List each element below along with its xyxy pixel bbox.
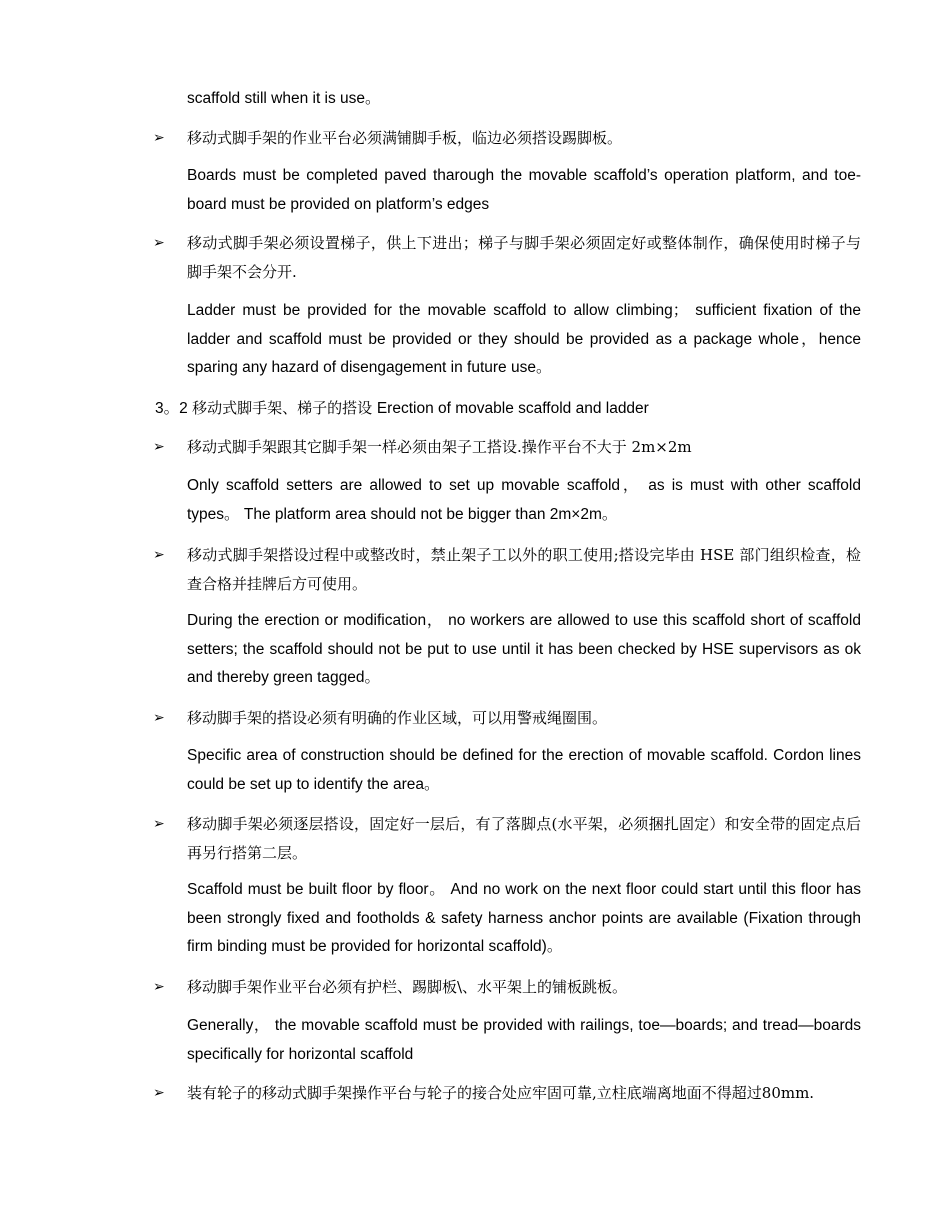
paragraph-zh: 移动式脚手架必须设置梯子，供上下进出；梯子与脚手架必须固定好或整体制作，确保使用时梯子与脚手架不会分开. [187, 234, 861, 281]
paragraph-zh: 移动脚手架必须逐层搭设，固定好一层后，有了落脚点(水平架，必须捆扎固定）和安全带的固定点后再另行搭第二层。 [187, 815, 861, 862]
section-title-en: Erection of movable scaffold and ladder [376, 400, 649, 417]
paragraph-en: Scaffold must be built floor by floor。 And no work on the next floor could start until this floor has been strongly fixed and footholds & safety harness anchor points are available (Fixation through firm binding must be provided for horizontal scaffold)。 [187, 881, 861, 955]
paragraph-zh: 移动脚手架作业平台必须有护栏、踢脚板\、水平架上的铺板跳板。 [187, 978, 628, 996]
section-title-zh: 移动式脚手架、梯子的搭设 [192, 399, 377, 417]
bullet-arrow-icon: ➢ [153, 547, 165, 563]
bullet-arrow-icon: ➢ [153, 235, 165, 251]
bullet-arrow-icon: ➢ [153, 710, 165, 726]
paragraph-en: Boards must be completed paved tharough the movable scaffold’s operation platform, and toe-board must be provided on platform’s edges [187, 167, 861, 213]
paragraph-zh: 移动式脚手架的作业平台必须满铺脚手板，临边必须搭设踢脚板。 [187, 129, 623, 147]
paragraph-en: Ladder must be provided for the movable scaffold to allow climbing； sufficient fixation of the ladder and scaffold must be provided or they should be provided as a package whole，hence sparing any hazard of disengagement in future use。 [187, 302, 861, 376]
bullet-arrow-icon: ➢ [153, 979, 165, 995]
paragraph-en: During the erection or modification， no workers are allowed to use this scaffold short of scaffold setters; the scaffold should not be put to use until it has been checked by HSE supervisors as ok and thereby green tagged。 [187, 612, 861, 686]
paragraph-zh: 移动式脚手架搭设过程中或整改时，禁止架子工以外的职工使用;搭设完毕由 HSE 部门组织检查，检查合格并挂牌后方可使用。 [187, 546, 861, 593]
paragraph-en: Specific area of construction should be defined for the erection of movable scaffold. Cordon lines could be set up to identify the area。 [187, 747, 861, 793]
bullet-arrow-icon: ➢ [153, 1085, 165, 1101]
paragraph-zh: 移动脚手架的搭设必须有明确的作业区域，可以用警戒绳圈围。 [187, 709, 608, 727]
paragraph-en: scaffold still when it is use。 [187, 90, 381, 107]
paragraph-en: Only scaffold setters are allowed to set up movable scaffold， as is must with other scaffold types。 The platform area should not be bigger than 2m×2m。 [187, 477, 861, 523]
bullet-arrow-icon: ➢ [153, 130, 165, 146]
section-number: 3。2 [155, 400, 193, 417]
paragraph-en: Generally， the movable scaffold must be provided with railings, toe—boards; and tread—boards specifically for horizontal scaffold [187, 1017, 861, 1063]
bullet-arrow-icon: ➢ [153, 439, 165, 455]
bullet-arrow-icon: ➢ [153, 816, 165, 832]
paragraph-zh: 移动式脚手架跟其它脚手架一样必须由架子工搭设.操作平台不大于 2m×2m [187, 438, 692, 456]
paragraph-zh: 装有轮子的移动式脚手架操作平台与轮子的接合处应牢固可靠,立柱底端离地面不得超过80mm. [187, 1084, 815, 1102]
section-heading [155, 394, 855, 424]
